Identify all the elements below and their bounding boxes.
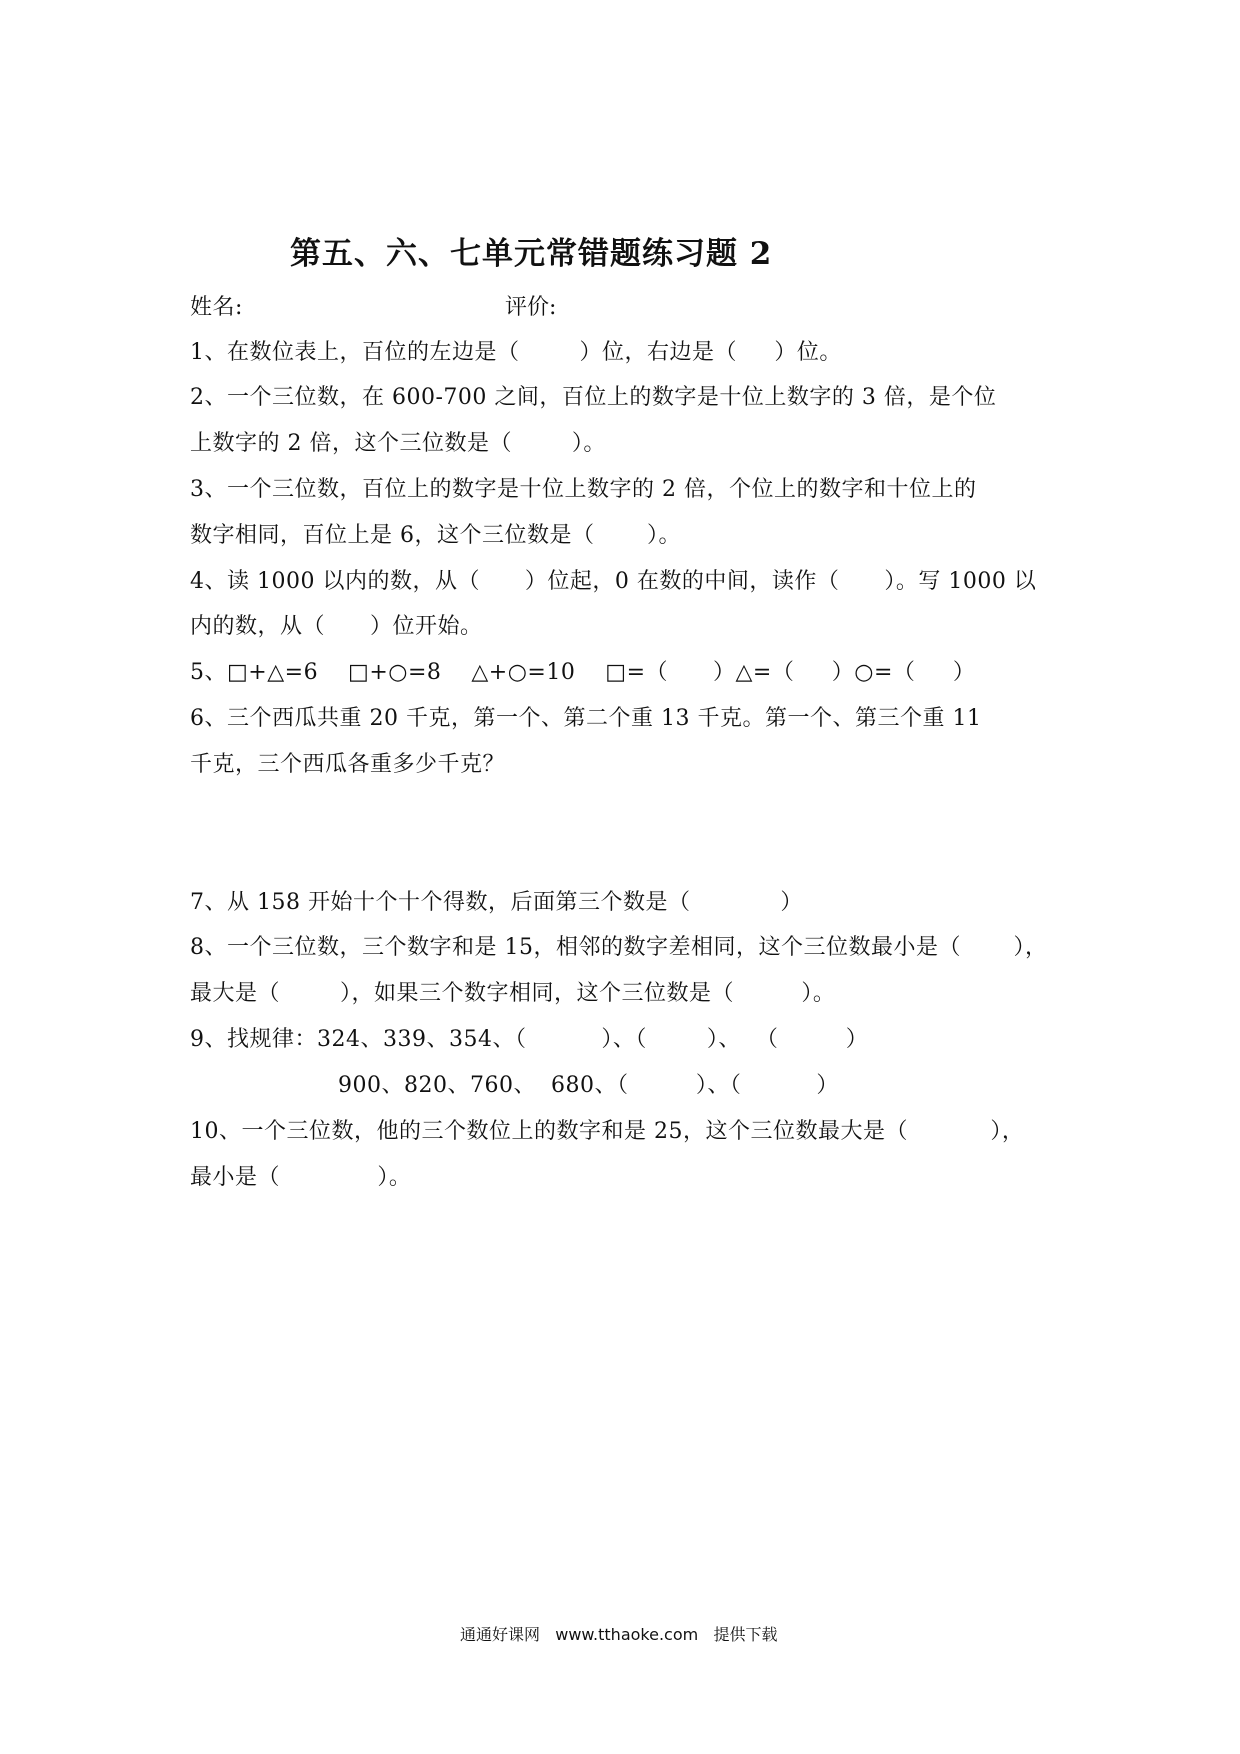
question-4-line-1: 4、读 1000 以内的数，从（ ）位起，0 在数的中间，读作（ ）。写 1000 以 (190, 569, 1037, 594)
question-10-line-2: 最小是（ ）。 (190, 1165, 412, 1190)
question-3-line-1: 3、一个三位数，百位上的数字是十位上数字的 2 倍，个位上的数字和十位上的 (190, 477, 977, 502)
download-footer: 通通好课网 www.tthaoke.com 提供下载 (460, 1625, 778, 1644)
question-3-line-2: 数字相同，百位上是 6，这个三位数是（ ）。 (190, 523, 681, 548)
page-title: 第五、六、七单元常错题练习题 2 (290, 236, 773, 272)
name-label: 姓名: (190, 295, 243, 320)
question-8-line-2: 最大是（ ），如果三个数字相同，这个三位数是（ ）。 (190, 981, 836, 1006)
question-2-line-2: 上数字的 2 倍，这个三位数是（ ）。 (190, 431, 606, 456)
question-10-line-1: 10、一个三位数，他的三个数位上的数字和是 25，这个三位数最大是（ ）， (190, 1119, 1025, 1144)
question-9-line-1: 9、找规律：324、339、354、（ ）、（ ）、 （ ） (190, 1027, 869, 1052)
grade-label: 评价: (505, 295, 557, 320)
question-1: 1、在数位表上，百位的左边是（ ）位，右边是（ ）位。 (190, 340, 842, 365)
question-8-line-1: 8、一个三位数，三个数字和是 15，相邻的数字差相同，这个三位数最小是（ ）， (190, 935, 1048, 960)
question-5: 5、□+△=6 □+○=8 △+○=10 □=（ ）△=（ ）○=（ ） (190, 660, 976, 685)
question-7: 7、从 158 开始十个十个得数，后面第三个数是（ ） (190, 890, 803, 915)
question-6-line-2: 千克，三个西瓜各重多少千克？ (190, 752, 506, 777)
question-6-line-1: 6、三个西瓜共重 20 千克，第一个、第二个重 13 千克。第一个、第三个重 11 (190, 706, 982, 731)
question-9-line-2: 900、820、760、 680、（ ）、（ ） (338, 1073, 839, 1098)
question-4-line-2: 内的数，从（ ）位开始。 (190, 614, 483, 639)
question-2-line-1: 2、一个三位数，在 600-700 之间，百位上的数字是十位上数字的 3 倍，是个位 (190, 385, 997, 410)
